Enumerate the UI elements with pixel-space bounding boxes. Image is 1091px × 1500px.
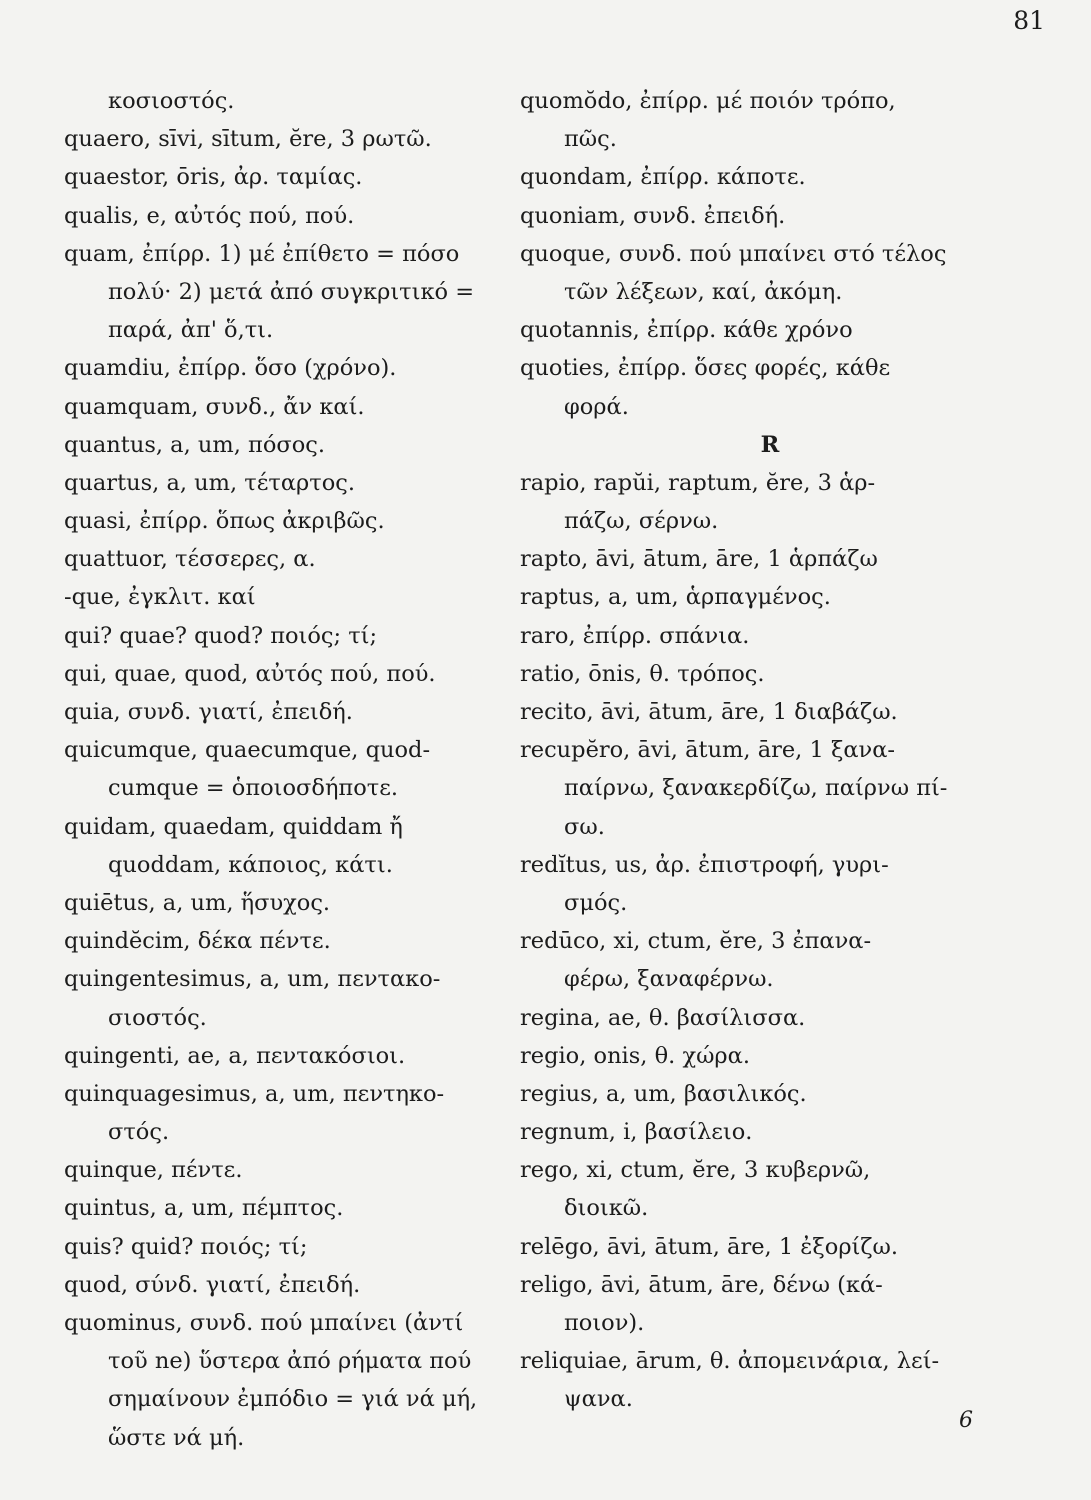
dictionary-line: regius, a, um, βασιλικός. — [520, 1080, 807, 1107]
dictionary-line: quidam, quaedam, quiddam ἤ — [64, 813, 403, 840]
dictionary-line: στός. — [108, 1119, 170, 1146]
dictionary-line: πάζω, σέρνω. — [564, 508, 719, 535]
dictionary-line: rego, xi, ctum, ĕre, 3 κυβερνῶ, — [520, 1157, 871, 1184]
dictionary-line: regnum, i, βασίλειο. — [520, 1119, 753, 1146]
dictionary-line: quattuor, τέσσερες, α. — [64, 546, 316, 573]
dictionary-line: cumque = ὁποιοσδήποτε. — [108, 775, 399, 802]
dictionary-line: quam, ἐπίρρ. 1) μέ ἐπίθετο = πόσο — [64, 240, 460, 267]
dictionary-line: quartus, a, um, τέταρτος. — [64, 469, 356, 496]
dictionary-line: φορά. — [564, 393, 629, 420]
section-letter-heading: R — [760, 431, 780, 458]
dictionary-line: redĭtus, us, ἀρ. ἐπιστροφή, γυρι- — [520, 851, 889, 878]
dictionary-line: τῶν λέξεων, καί, ἀκόμη. — [564, 278, 843, 305]
dictionary-line: quaero, sīvi, sītum, ĕre, 3 ρωτῶ. — [64, 126, 432, 153]
dictionary-line: recupĕro, āvi, ātum, āre, 1 ξανα- — [520, 737, 896, 764]
dictionary-line: quoties, ἐπίρρ. ὅσες φορές, κάθε — [520, 355, 891, 382]
dictionary-line: quoddam, κάποιος, κάτι. — [108, 851, 393, 878]
dictionary-line: σμός. — [564, 889, 628, 916]
dictionary-line: qui? quae? quod? ποιός; τί; — [64, 622, 378, 649]
dictionary-line: quominus, συνδ. πού μπαίνει (ἀντί — [64, 1310, 464, 1336]
dictionary-line: quomŏdo, ἐπίρρ. μέ ποιόν τρόπο, — [520, 88, 896, 114]
dictionary-line: rapio, rapŭi, raptum, ĕre, 3 ἁρ- — [520, 469, 876, 496]
dictionary-line: regio, onis, θ. χώρα. — [520, 1042, 751, 1069]
page-number: 81 — [1013, 6, 1045, 35]
dictionary-line: religo, āvi, ātum, āre, δένω (κά- — [520, 1271, 883, 1298]
dictionary-line: quantus, a, um, πόσος. — [64, 431, 326, 458]
dictionary-line: quasi, ἐπίρρ. ὅπως ἀκριβῶς. — [64, 508, 385, 535]
dictionary-line: ratio, ōnis, θ. τρόπος. — [520, 660, 765, 687]
dictionary-line: ψανα. — [564, 1386, 633, 1413]
dictionary-line: διοικῶ. — [564, 1195, 649, 1222]
dictionary-line: quinquagesimus, a, um, πεντηκο- — [64, 1080, 445, 1107]
dictionary-line: σιοστός. — [108, 1004, 207, 1031]
dictionary-line: quiētus, a, um, ἥσυχος. — [64, 889, 331, 916]
signature-mark: 6 — [959, 1408, 973, 1433]
dictionary-line: -que, ἐγκλιτ. καί — [64, 584, 256, 611]
dictionary-line: qui, quae, quod, αὐτός πού, πού. — [64, 660, 436, 687]
dictionary-line: quamdiu, ἐπίρρ. ὅσο (χρόνο). — [64, 355, 397, 382]
dictionary-line: redūco, xi, ctum, ĕre, 3 ἐπανα- — [520, 928, 872, 955]
dictionary-line: πολύ· 2) μετά ἀπό συγκριτικό = — [108, 278, 475, 305]
dictionary-line: reliquiae, ārum, θ. ἀπομεινάρια, λεί- — [520, 1348, 940, 1375]
dictionary-line: quondam, ἐπίρρ. κάποτε. — [520, 164, 806, 191]
dictionary-line: κοσιοστός. — [108, 88, 235, 114]
dictionary-line: raptus, a, um, ἁρπαγμένος. — [520, 584, 831, 611]
dictionary-line: raro, ἐπίρρ. σπάνια. — [520, 622, 750, 649]
dictionary-line: quia, συνδ. γιατί, ἐπειδή. — [64, 699, 353, 725]
dictionary-line: relēgo, āvi, ātum, āre, 1 ἐξορίζω. — [520, 1233, 899, 1260]
dictionary-line: regina, ae, θ. βασίλισσα. — [520, 1004, 806, 1031]
dictionary-line: quis? quid? ποιός; τί; — [64, 1233, 308, 1260]
dictionary-line: ὥστε νά μή. — [108, 1424, 245, 1451]
dictionary-line: quoque, συνδ. πού μπαίνει στό τέλος — [520, 240, 947, 267]
dictionary-line: παρά, ἀπ' ὅ,τι. — [108, 317, 274, 344]
right-column — [520, 82, 1020, 1419]
dictionary-line: quoniam, συνδ. ἐπειδή. — [520, 202, 786, 229]
dictionary-line: qualis, e, αὐτός πού, πού. — [64, 202, 355, 229]
dictionary-line: quotannis, ἐπίρρ. κάθε χρόνο — [520, 317, 853, 344]
dictionary-line: παίρνω, ξανακερδίζω, παίρνω πί- — [564, 775, 948, 802]
dictionary-line: σω. — [564, 813, 605, 840]
dictionary-line: σημαίνουν ἐμπόδιο = γιά νά μή, — [108, 1386, 478, 1413]
dictionary-line: recito, āvi, ātum, āre, 1 διαβάζω. — [520, 699, 898, 725]
dictionary-line: quingenti, ae, a, πεντακόσιοι. — [64, 1042, 406, 1069]
dictionary-line: quod, σύνδ. γιατί, ἐπειδή. — [64, 1271, 361, 1298]
dictionary-line: φέρω, ξαναφέρνω. — [564, 966, 774, 993]
dictionary-line: rapto, āvi, ātum, āre, 1 ἁρπάζω — [520, 546, 878, 573]
left-column — [64, 82, 524, 1457]
dictionary-line: quamquam, συνδ., ἄν καί. — [64, 393, 365, 420]
dictionary-line: πῶς. — [564, 126, 617, 153]
dictionary-line: quingentesimus, a, um, πεντακο- — [64, 966, 441, 993]
dictionary-line: quicumque, quaecumque, quod- — [64, 737, 431, 764]
dictionary-line: quintus, a, um, πέμπτος. — [64, 1195, 344, 1222]
dictionary-line: quaestor, ōris, ἀρ. ταμίας. — [64, 164, 363, 191]
dictionary-line: τοῦ ne) ὕστερα ἀπό ρήματα πού — [108, 1348, 472, 1375]
dictionary-line: quindĕcim, δέκα πέντε. — [64, 928, 331, 955]
dictionary-line: ποιον). — [564, 1310, 645, 1336]
dictionary-line: quinque, πέντε. — [64, 1157, 243, 1184]
